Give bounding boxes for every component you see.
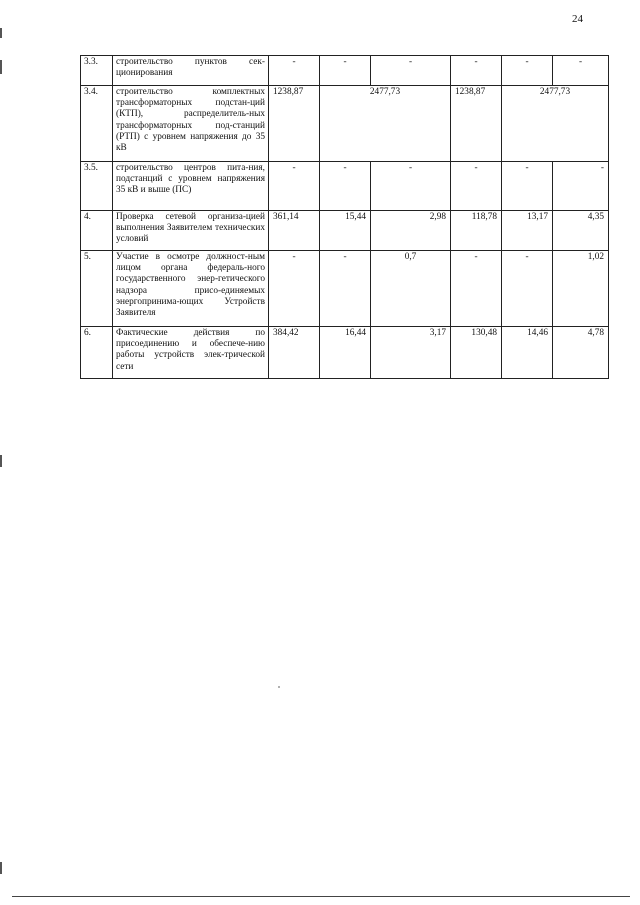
table-row-3-5 [81, 162, 609, 211]
row-value: 13,17 [502, 211, 553, 251]
row-number: 6. [81, 327, 113, 379]
table-row-6 [81, 327, 609, 379]
row-value: - [451, 162, 502, 211]
table-row-3-4 [81, 86, 609, 162]
page-number: 24 [572, 13, 583, 25]
table-row-4 [81, 211, 609, 251]
row-value: 384,42 [269, 327, 320, 379]
table-row-5 [81, 251, 609, 327]
row-description: Участие в осмотре должност-ным лицом органа федераль-ного государственного энер-гетического надзора присо-единяемых энергопринима-ющих Устройств Заявителя [113, 251, 269, 327]
row-value: 130,48 [451, 327, 502, 379]
row-value: 16,44 [320, 327, 371, 379]
row-description: строительство пунктов сек-ционирования [113, 56, 269, 86]
row-number: 5. [81, 251, 113, 327]
row-value: 1238,87 [451, 86, 502, 162]
tariff-table [80, 55, 609, 379]
row-description: Проверка сетевой организа-цией выполнения Заявителем технических условий [113, 211, 269, 251]
row-value: - [269, 162, 320, 211]
row-value: - [553, 162, 609, 211]
row-value-merged: 2477,73 [502, 86, 609, 162]
row-value: 4,78 [553, 327, 609, 379]
row-number: 3.3. [81, 56, 113, 86]
row-value: - [451, 251, 502, 327]
row-value: - [371, 162, 451, 211]
row-value: 4,35 [553, 211, 609, 251]
table-row-3-3 [81, 56, 609, 86]
row-value: - [451, 56, 502, 86]
row-value: - [269, 56, 320, 86]
row-description: строительство комплектных трансформаторных подстан-ций (КТП), распределитель-ных трансформаторных под-станций (РТП) с уровнем напряжения до 35 кВ [113, 86, 269, 162]
scan-speck [278, 686, 280, 688]
row-value-merged: 2477,73 [320, 86, 451, 162]
row-value: - [553, 56, 609, 86]
row-value: 15,44 [320, 211, 371, 251]
bottom-scan-line [12, 896, 630, 897]
row-value: 1238,87 [269, 86, 320, 162]
row-value: 3,17 [371, 327, 451, 379]
scan-edge-mark [0, 862, 2, 874]
row-value: 1,02 [553, 251, 609, 327]
row-value: - [269, 251, 320, 327]
row-number: 3.5. [81, 162, 113, 211]
row-value: 118,78 [451, 211, 502, 251]
row-value: - [502, 251, 553, 327]
row-number: 3.4. [81, 86, 113, 162]
row-number: 4. [81, 211, 113, 251]
row-value: - [371, 56, 451, 86]
scan-edge-mark [0, 28, 2, 38]
row-value: 14,46 [502, 327, 553, 379]
row-value: - [320, 56, 371, 86]
row-description: строительство центров пита-ния, подстанций с уровнем напряжения 35 кВ и выше (ПС) [113, 162, 269, 211]
row-value: 0,7 [371, 251, 451, 327]
row-description: Фактические действия по присоединению и обеспече-нию работы устройств элек-трической сети [113, 327, 269, 379]
scan-edge-mark [0, 455, 2, 467]
row-value: 2,98 [371, 211, 451, 251]
row-value: - [502, 56, 553, 86]
row-value: - [320, 251, 371, 327]
scan-edge-mark [0, 60, 2, 74]
row-value: - [502, 162, 553, 211]
row-value: 361,14 [269, 211, 320, 251]
row-value: - [320, 162, 371, 211]
